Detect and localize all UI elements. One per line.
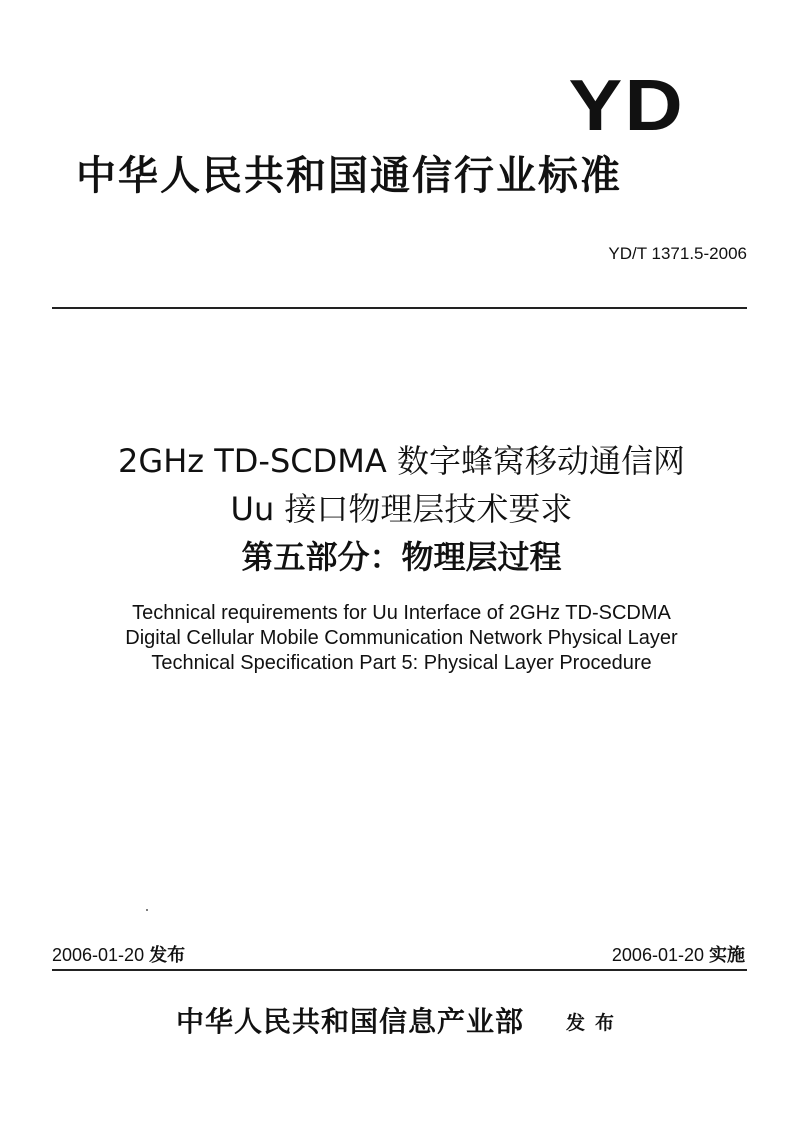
standard-category-title: 中华人民共和国通信行业标准 (76, 153, 622, 199)
standard-number: YD/T 1371.5-2006 (608, 244, 747, 263)
english-title-line-3: Technical Specification Part 5: Physical Layer Procedure (151, 652, 652, 674)
publisher-name: 中华人民共和国信息产业部 (176, 1005, 525, 1038)
publisher-action: 发布 (566, 1012, 625, 1034)
bottom-divider (52, 969, 747, 971)
english-title-line-2: Digital Cellular Mobile Communication Network Physical Layer (125, 627, 678, 649)
english-title-line-1: Technical requirements for Uu Interface of 2GHz TD-SCDMA (132, 602, 671, 624)
effective-date: 2006-01-20 (611, 945, 704, 965)
issue-date: 2006-01-20 (52, 945, 145, 965)
effective-date-block (612, 943, 745, 968)
chinese-title-line-2: Uu 接口物理层技术要求 (230, 490, 573, 528)
chinese-title-line-3: 第五部分：物理层过程 (241, 538, 562, 576)
top-divider (52, 307, 747, 309)
issue-date-block (52, 943, 185, 968)
chinese-title-line-1: 2GHz TD-SCDMA 数字蜂窝移动通信网 (118, 442, 685, 480)
scan-speck (146, 909, 148, 911)
yd-logo: YD (568, 66, 685, 146)
issue-label: 发布 (149, 945, 186, 966)
effective-label: 实施 (709, 945, 745, 966)
